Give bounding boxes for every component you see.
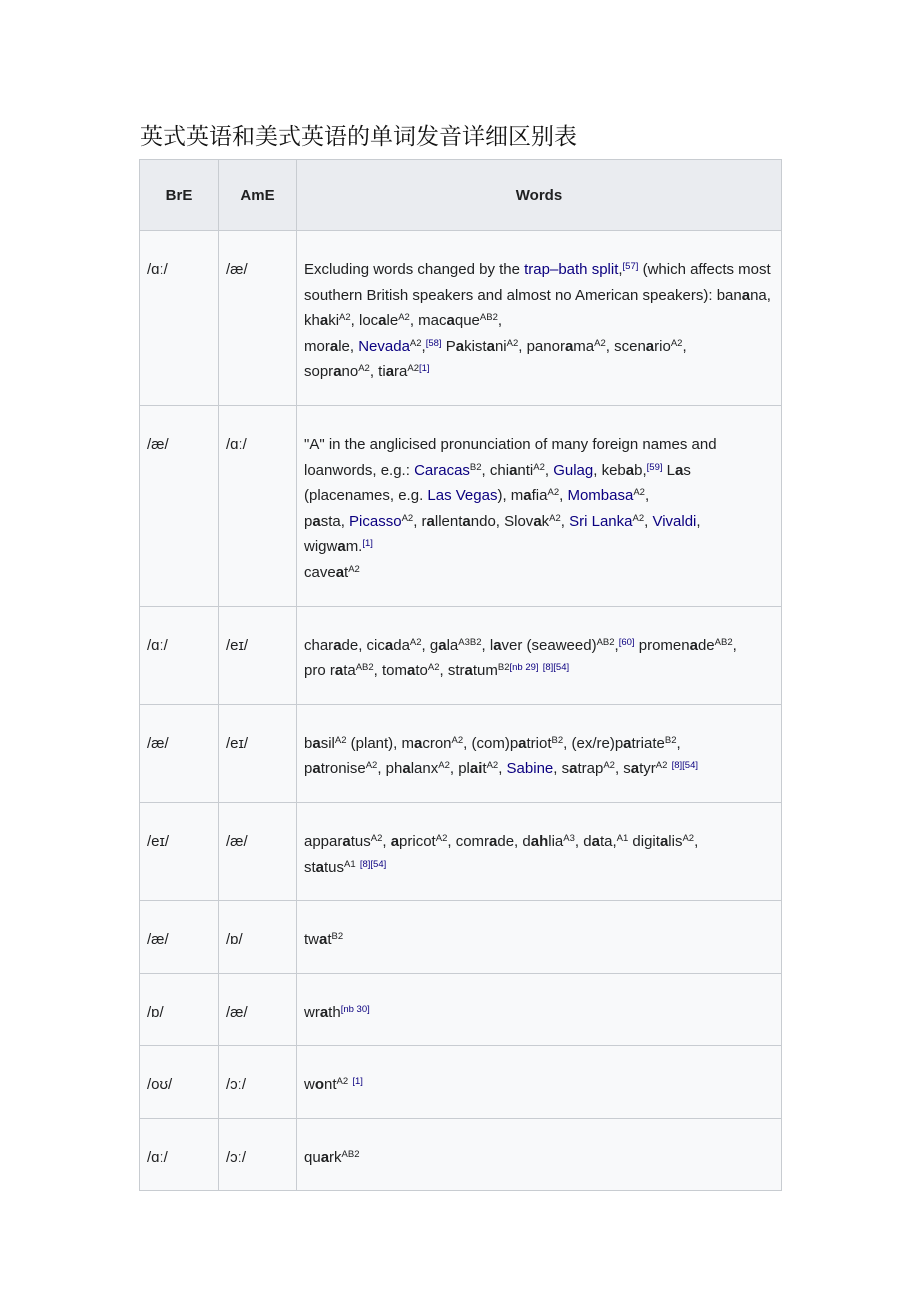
header-ame: AmE bbox=[219, 160, 297, 231]
reference-link[interactable]: [1] bbox=[352, 1076, 363, 1088]
level-marker: B2 bbox=[497, 662, 510, 674]
level-marker: A2 bbox=[547, 487, 560, 499]
word-text: , bbox=[559, 487, 568, 505]
reference-link[interactable]: [8][54] bbox=[359, 858, 387, 870]
header-words: Words bbox=[297, 160, 782, 231]
word-text: to bbox=[415, 662, 428, 680]
word-text: th bbox=[328, 1003, 341, 1021]
bre-cell: /æ/ bbox=[140, 901, 219, 974]
word-link[interactable]: trap–bath split bbox=[524, 261, 619, 278]
level-marker: A2 bbox=[348, 563, 360, 575]
ame-cell: /ɒ/ bbox=[219, 901, 297, 974]
word-text: ki bbox=[328, 312, 340, 330]
word-text: ni bbox=[494, 337, 507, 355]
word-link[interactable]: Sri Lanka bbox=[569, 512, 633, 530]
level-marker: A2 bbox=[682, 832, 695, 844]
ame-cell: /eɪ/ bbox=[219, 606, 297, 704]
word-link[interactable]: Picasso bbox=[349, 512, 402, 530]
word-text: le, bbox=[338, 337, 359, 355]
word-text: tyr bbox=[639, 760, 656, 778]
word-text: , bbox=[644, 512, 653, 530]
word-text: , loc bbox=[350, 312, 379, 330]
highlighted-letters: a bbox=[591, 832, 600, 850]
highlighted-letters: a bbox=[426, 512, 435, 530]
level-marker: AB2 bbox=[341, 1148, 360, 1160]
level-marker: A2 bbox=[336, 1076, 349, 1088]
level-marker: A2 bbox=[427, 662, 440, 674]
reference-link[interactable]: [1] bbox=[362, 538, 373, 550]
word-text: , bbox=[382, 832, 391, 850]
highlighted-letters: a bbox=[489, 832, 498, 850]
word-link[interactable]: Mombasa bbox=[567, 487, 634, 505]
level-marker: A2 bbox=[633, 487, 645, 499]
word-text: , bbox=[694, 832, 699, 850]
word-text: ma bbox=[573, 337, 595, 355]
word-text: , bbox=[696, 512, 701, 530]
level-marker: AB2 bbox=[479, 312, 498, 324]
word-text: , bbox=[644, 487, 650, 505]
bre-cell: /ɑː/ bbox=[140, 1118, 219, 1191]
table-row bbox=[140, 901, 782, 974]
level-marker: A2 bbox=[451, 734, 464, 746]
highlighted-letters: a bbox=[319, 312, 329, 330]
word-link[interactable]: Caracas bbox=[414, 461, 470, 479]
highlighted-letters: a bbox=[625, 461, 635, 479]
level-marker: A2 bbox=[655, 760, 668, 772]
highlighted-letters: a bbox=[312, 734, 321, 752]
level-marker: AB2 bbox=[596, 636, 615, 648]
reference-link[interactable]: [8][54] bbox=[671, 760, 699, 772]
level-marker: A2 bbox=[409, 636, 422, 648]
word-text: t bbox=[327, 931, 332, 949]
word-text: tus bbox=[324, 858, 345, 876]
level-marker: A2 bbox=[438, 760, 450, 772]
highlighted-letters: a bbox=[462, 512, 471, 530]
table-row bbox=[140, 231, 782, 406]
word-text: , bbox=[498, 760, 507, 778]
table-row bbox=[140, 802, 782, 900]
table-row bbox=[140, 704, 782, 802]
ame-cell: /ɑː/ bbox=[219, 405, 297, 606]
level-marker: B2 bbox=[469, 461, 482, 473]
level-marker: A2 bbox=[401, 512, 414, 524]
highlighted-letters: a bbox=[334, 662, 344, 680]
highlighted-letters: a bbox=[518, 734, 527, 752]
word-text: rk bbox=[329, 1148, 342, 1166]
word-text: t bbox=[482, 760, 487, 778]
level-marker: A1 bbox=[616, 832, 629, 844]
highlighted-letters: ah bbox=[530, 832, 549, 850]
word-text: tus bbox=[350, 832, 371, 850]
word-text: , panor bbox=[518, 337, 565, 355]
highlighted-letters: a bbox=[493, 636, 502, 654]
word-text: , (ex/re)p bbox=[563, 734, 624, 752]
word-text: w bbox=[304, 1076, 315, 1094]
word-text: le bbox=[386, 312, 399, 330]
highlighted-letters: a bbox=[455, 337, 465, 355]
words-cell bbox=[297, 901, 782, 974]
word-text: ta bbox=[343, 662, 356, 680]
word-text: ra bbox=[394, 363, 408, 381]
level-marker: B2 bbox=[331, 931, 344, 943]
level-marker: A2 bbox=[632, 512, 645, 524]
word-text: , d bbox=[574, 832, 592, 850]
words-cell bbox=[297, 973, 782, 1046]
word-text: s (placenames, e.g. bbox=[304, 461, 691, 505]
page-title: 英式英语和美式英语的单词发音详细区别表 bbox=[140, 124, 577, 150]
ame-cell: /æ/ bbox=[219, 973, 297, 1046]
level-marker: A1 bbox=[344, 858, 356, 870]
level-marker: A2 bbox=[407, 363, 419, 375]
word-text: lia bbox=[548, 832, 564, 850]
level-marker: A3 bbox=[563, 832, 575, 844]
level-marker: A2 bbox=[506, 337, 519, 349]
highlighted-letters: a bbox=[533, 512, 542, 530]
word-text: st bbox=[304, 858, 316, 876]
word-text: char bbox=[304, 636, 334, 654]
highlighted-letters: a bbox=[645, 337, 655, 355]
word-text: de bbox=[697, 636, 715, 654]
highlighted-letters: a bbox=[384, 636, 394, 654]
word-text: , ti bbox=[369, 363, 386, 381]
word-link[interactable]: Las Vegas bbox=[427, 487, 498, 505]
word-text: appar bbox=[304, 832, 343, 850]
header-bre: BrE bbox=[140, 160, 219, 231]
highlighted-letters: a bbox=[689, 636, 698, 654]
word-text: , bbox=[732, 636, 737, 654]
word-text: sopr bbox=[304, 363, 334, 381]
word-text: lis bbox=[668, 832, 683, 850]
reference-link[interactable]: [8][54] bbox=[542, 662, 570, 674]
table-row bbox=[140, 606, 782, 704]
word-text: digit bbox=[628, 832, 660, 850]
highlighted-letters: a bbox=[407, 662, 416, 680]
word-text: ), m bbox=[497, 487, 524, 505]
ame-cell: /æ/ bbox=[219, 231, 297, 406]
highlighted-letters: a bbox=[312, 760, 321, 778]
word-text: , bbox=[421, 337, 426, 355]
word-text: , mac bbox=[409, 312, 447, 330]
highlighted-letters: a bbox=[333, 636, 342, 654]
highlighted-letters: a bbox=[329, 337, 339, 355]
level-marker: A2 bbox=[603, 760, 615, 772]
word-text: , chi bbox=[481, 461, 510, 479]
word-text: Excluding words changed by the bbox=[304, 261, 525, 278]
reference-link[interactable]: [nb 30] bbox=[340, 1003, 370, 1015]
highlighted-letters: a bbox=[438, 636, 447, 654]
table-body bbox=[140, 231, 782, 1191]
level-marker: B2 bbox=[664, 734, 677, 746]
table-row bbox=[140, 973, 782, 1046]
word-text: , bbox=[614, 636, 619, 654]
reference-link[interactable]: [59] bbox=[646, 461, 663, 473]
bre-cell: /æ/ bbox=[140, 405, 219, 606]
highlighted-letters: a bbox=[385, 363, 395, 381]
level-marker: AB2 bbox=[355, 662, 374, 674]
word-text: mor bbox=[304, 337, 330, 355]
ame-cell: /ɔː/ bbox=[219, 1118, 297, 1191]
word-text: , r bbox=[413, 512, 427, 530]
word-text: cave bbox=[304, 563, 336, 581]
word-text: qu bbox=[304, 1148, 321, 1166]
level-marker: A2 bbox=[533, 461, 545, 473]
highlighted-letters: a bbox=[509, 461, 518, 479]
reference-link[interactable]: [1] bbox=[419, 363, 430, 375]
word-text: , bbox=[560, 512, 570, 530]
level-marker: A2 bbox=[409, 337, 422, 349]
word-text: L bbox=[662, 461, 676, 479]
highlighted-letters: a bbox=[335, 563, 345, 581]
table-row bbox=[140, 1118, 782, 1191]
word-link[interactable]: Gulag bbox=[553, 461, 594, 479]
word-text: rio bbox=[654, 337, 671, 355]
highlighted-letters: a bbox=[312, 512, 321, 530]
highlighted-letters: a bbox=[464, 662, 473, 680]
highlighted-letters: a bbox=[319, 931, 328, 949]
word-text: nt bbox=[324, 1076, 337, 1094]
ame-cell: /æ/ bbox=[219, 802, 297, 900]
word-text: , bbox=[676, 734, 681, 752]
word-link[interactable]: Nevada bbox=[358, 337, 410, 355]
bre-cell: /oʊ/ bbox=[140, 1046, 219, 1119]
word-text: ver (seaweed) bbox=[501, 636, 597, 654]
level-marker: A2 bbox=[334, 734, 347, 746]
level-marker: A2 bbox=[594, 337, 606, 349]
words-cell bbox=[297, 704, 782, 802]
reference-link[interactable]: [58] bbox=[425, 337, 442, 349]
word-text: , s bbox=[553, 760, 570, 778]
word-text: , s bbox=[614, 760, 631, 778]
word-text: sil bbox=[320, 734, 335, 752]
level-marker: A2 bbox=[435, 832, 448, 844]
level-marker: B2 bbox=[551, 734, 564, 746]
highlighted-letters: a bbox=[523, 487, 532, 505]
word-text: promen bbox=[634, 636, 690, 654]
bre-cell: /ɒ/ bbox=[140, 973, 219, 1046]
word-text: de, d bbox=[497, 832, 531, 850]
reference-link[interactable]: [57] bbox=[622, 261, 639, 272]
highlighted-letters: ai bbox=[469, 760, 483, 778]
words-cell bbox=[297, 606, 782, 704]
pronunciation-table bbox=[139, 159, 782, 1191]
word-text: ndo, Slov bbox=[470, 512, 534, 530]
ame-cell: /eɪ/ bbox=[219, 704, 297, 802]
words-cell bbox=[297, 231, 782, 406]
highlighted-letters: a bbox=[569, 760, 578, 778]
word-text: , g bbox=[421, 636, 439, 654]
level-marker: A2 bbox=[486, 760, 499, 772]
word-text: tronise bbox=[320, 760, 366, 778]
word-text: t bbox=[344, 563, 349, 581]
word-text: , bbox=[618, 261, 623, 278]
word-text: no bbox=[341, 363, 359, 381]
reference-link[interactable]: [60] bbox=[618, 636, 635, 648]
word-text: lanx bbox=[410, 760, 439, 778]
word-text: b bbox=[304, 734, 313, 752]
level-marker: A2 bbox=[670, 337, 683, 349]
word-text: ta, bbox=[599, 832, 617, 850]
word-text: la bbox=[446, 636, 459, 654]
level-marker: A2 bbox=[358, 363, 370, 375]
word-text: , bbox=[544, 461, 554, 479]
word-text: , ph bbox=[377, 760, 403, 778]
highlighted-letters: o bbox=[314, 1076, 325, 1094]
words-cell bbox=[297, 1046, 782, 1119]
highlighted-letters: a bbox=[378, 312, 387, 330]
word-text: wigw bbox=[304, 538, 338, 556]
word-text: na, kh bbox=[304, 286, 771, 330]
word-text: (which affects most southern British speakers and almost no American speakers): ban bbox=[304, 261, 771, 304]
header-row bbox=[140, 160, 782, 231]
word-text: , pl bbox=[449, 760, 470, 778]
word-text: pro r bbox=[304, 662, 335, 680]
word-text: cron bbox=[422, 734, 452, 752]
word-text: triate bbox=[631, 734, 665, 752]
word-text: "A" in the anglicised pronunciation of many foreign names and loanwords, e.g.: bbox=[304, 435, 717, 479]
word-text: , bbox=[682, 337, 687, 355]
highlighted-letters: a bbox=[630, 760, 640, 778]
words-cell bbox=[297, 405, 782, 606]
level-marker: A2 bbox=[365, 760, 378, 772]
level-marker: A2 bbox=[370, 832, 383, 844]
highlighted-letters: a bbox=[342, 832, 351, 850]
level-marker: AB2 bbox=[714, 636, 733, 648]
word-link[interactable]: Vivaldi bbox=[652, 512, 697, 530]
word-text: sta, bbox=[320, 512, 350, 530]
word-text: trap bbox=[577, 760, 604, 778]
word-text: kist bbox=[464, 337, 487, 355]
bre-cell: /ɑː/ bbox=[140, 231, 219, 406]
word-text: da bbox=[393, 636, 410, 654]
reference-link[interactable]: [nb 29] bbox=[509, 662, 539, 674]
highlighted-letters: a bbox=[320, 1148, 330, 1166]
word-text: , keb bbox=[593, 461, 626, 479]
word-text: pricot bbox=[399, 832, 436, 850]
highlighted-letters: a bbox=[402, 760, 411, 778]
word-text: wr bbox=[304, 1003, 320, 1021]
table-row bbox=[140, 1046, 782, 1119]
word-text: b, bbox=[634, 461, 647, 479]
word-text: , l bbox=[481, 636, 494, 654]
word-text: m. bbox=[345, 538, 363, 556]
level-marker: A2 bbox=[398, 312, 410, 324]
word-text: , bbox=[497, 312, 503, 330]
word-link[interactable]: Sabine bbox=[506, 760, 554, 778]
word-text: , scen bbox=[605, 337, 646, 355]
highlighted-letters: a bbox=[315, 858, 325, 876]
bre-cell: /æ/ bbox=[140, 704, 219, 802]
word-text: triot bbox=[526, 734, 552, 752]
word-text: de, cic bbox=[341, 636, 385, 654]
highlighted-letters: a bbox=[564, 337, 574, 355]
level-marker: A2 bbox=[339, 312, 351, 324]
highlighted-letters: a bbox=[623, 734, 632, 752]
word-text: que bbox=[454, 312, 480, 330]
word-text: tw bbox=[304, 931, 319, 949]
word-text: P bbox=[441, 337, 456, 355]
word-text: , comr bbox=[447, 832, 490, 850]
highlighted-letters: a bbox=[675, 461, 684, 479]
highlighted-letters: a bbox=[659, 832, 669, 850]
highlighted-letters: a bbox=[486, 337, 495, 355]
bre-cell: /eɪ/ bbox=[140, 802, 219, 900]
highlighted-letters: a bbox=[446, 312, 455, 330]
level-marker: A3B2 bbox=[458, 636, 482, 648]
highlighted-letters: a bbox=[741, 286, 751, 304]
highlighted-letters: a bbox=[337, 538, 346, 556]
word-text: tum bbox=[472, 662, 498, 680]
word-text: (plant), m bbox=[346, 734, 414, 752]
highlighted-letters: a bbox=[333, 363, 342, 381]
word-text: nti bbox=[517, 461, 534, 479]
highlighted-letters: a bbox=[414, 734, 423, 752]
word-text: , (com)p bbox=[463, 734, 519, 752]
table-row bbox=[140, 405, 782, 606]
word-text: p bbox=[304, 512, 313, 530]
level-marker: A2 bbox=[549, 512, 561, 524]
word-text: , tom bbox=[373, 662, 408, 680]
bre-cell: /ɑː/ bbox=[140, 606, 219, 704]
words-cell bbox=[297, 1118, 782, 1191]
word-text: p bbox=[304, 760, 313, 778]
word-text: fia bbox=[531, 487, 548, 505]
highlighted-letters: a bbox=[390, 832, 400, 850]
word-text: k bbox=[541, 512, 550, 530]
highlighted-letters: a bbox=[319, 1003, 329, 1021]
word-text: , str bbox=[439, 662, 465, 680]
word-text: llent bbox=[434, 512, 463, 530]
ame-cell: /ɔː/ bbox=[219, 1046, 297, 1119]
words-cell bbox=[297, 802, 782, 900]
